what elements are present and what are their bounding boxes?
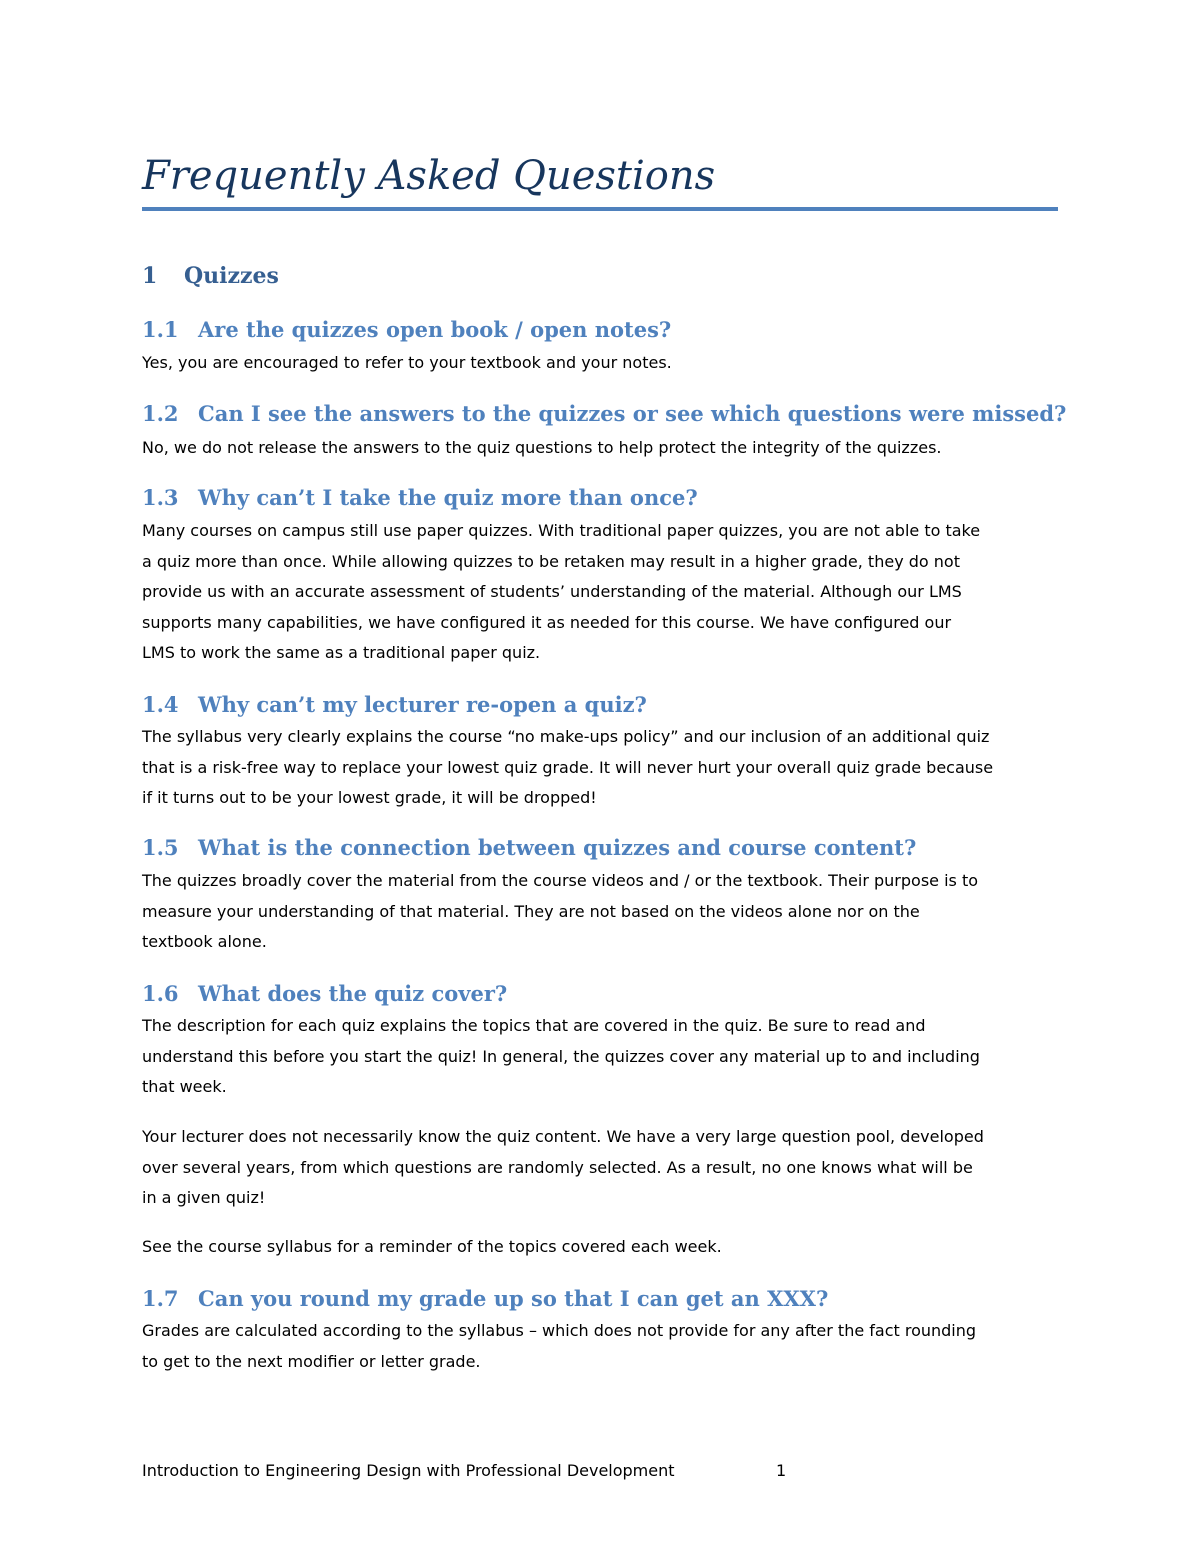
answer-1-1 xyxy=(142,348,1062,379)
answer-1-7 xyxy=(142,1316,1062,1377)
question-heading-1-7 xyxy=(142,1284,828,1314)
answer-1-3 xyxy=(142,516,1062,669)
answer-line: measure your understanding of that material. They are not based on the videos alone nor on the xyxy=(142,901,920,921)
question-heading-1-3 xyxy=(142,483,698,513)
answer-line: LMS to work the same as a traditional paper quiz. xyxy=(142,643,541,662)
section-title: Quizzes xyxy=(184,263,279,289)
answer-line: if it turns out to be your lowest grade, it will be dropped! xyxy=(142,788,597,807)
answer-line: that week. xyxy=(142,1077,227,1096)
answer-line: understand this before you start the quiz! In general, the quizzes cover any material up to and including xyxy=(142,1046,980,1066)
question-text: Can I see the answers to the quizzes or see which questions were missed? xyxy=(198,401,1067,426)
answer-line: The syllabus very clearly explains the course “no make-ups policy” and our inclusion of an additional quiz xyxy=(142,727,990,746)
question-heading-1-5 xyxy=(142,833,916,863)
answer-1-6-paragraph-2 xyxy=(142,1122,1062,1214)
answer-1-6-paragraph-3 xyxy=(142,1232,1062,1263)
question-heading-1-1 xyxy=(142,315,671,345)
answer-line: textbook alone. xyxy=(142,932,267,951)
title-underline xyxy=(142,207,1058,211)
answer-line: supports many capabilities, we have configured it as needed for this course. We have configured our xyxy=(142,612,952,632)
answer-line: that is a risk-free way to replace your lowest quiz grade. It will never hurt your overall quiz grade because xyxy=(142,757,994,777)
question-heading-1-2 xyxy=(142,399,1066,429)
answer-line: Grades are calculated according to the syllabus – which does not provide for any after the fact rounding xyxy=(142,1321,977,1340)
answer-line: Many courses on campus still use paper quizzes. With traditional paper quizzes, you are not able to take xyxy=(142,521,981,540)
answer-line: See the course syllabus for a reminder of the topics covered each week. xyxy=(142,1237,722,1256)
question-text: Can you round my grade up so that I can get an XXX? xyxy=(198,1286,829,1311)
section-number: 1 xyxy=(142,263,158,289)
question-text: What does the quiz cover? xyxy=(198,981,508,1006)
question-text: Why can’t my lecturer re-open a quiz? xyxy=(198,692,647,717)
question-number: 1.2 xyxy=(142,401,179,426)
question-number: 1.3 xyxy=(142,485,179,510)
answer-line: Yes, you are encouraged to refer to your textbook and your notes. xyxy=(142,353,672,372)
question-text: Are the quizzes open book / open notes? xyxy=(198,317,672,342)
question-number: 1.4 xyxy=(142,692,179,717)
answer-line: The description for each quiz explains the topics that are covered in the quiz. Be sure to read and xyxy=(142,1016,926,1035)
question-number: 1.5 xyxy=(142,835,179,860)
section-heading-quizzes xyxy=(142,259,279,293)
answer-1-5 xyxy=(142,866,1062,958)
answer-line: The quizzes broadly cover the material from the course videos and / or the textbook. Their purpose is to xyxy=(142,871,979,890)
answer-line: to get to the next modifier or letter grade. xyxy=(142,1351,481,1371)
answer-line: Your lecturer does not necessarily know the quiz content. We have a very large question pool, developed xyxy=(142,1127,984,1146)
question-number: 1.7 xyxy=(142,1286,179,1311)
answer-line: over several years, from which questions are randomly selected. As a result, no one knows what will be xyxy=(142,1157,973,1177)
question-number: 1.1 xyxy=(142,317,179,342)
answer-line: No, we do not release the answers to the quiz questions to help protect the integrity of the quizzes. xyxy=(142,438,942,457)
page-title: Frequently Asked Questions xyxy=(142,153,716,199)
answer-1-2 xyxy=(142,433,1062,464)
question-number: 1.6 xyxy=(142,981,179,1006)
answer-1-4 xyxy=(142,722,1062,814)
page-number: 1 xyxy=(776,1461,787,1480)
question-text: What is the connection between quizzes and course content? xyxy=(198,835,917,860)
answer-1-6 xyxy=(142,1011,1062,1103)
question-text: Why can’t I take the quiz more than once? xyxy=(198,485,698,510)
answer-line: provide us with an accurate assessment of students’ understanding of the material. Although our LMS xyxy=(142,582,962,601)
answer-line: a quiz more than once. While allowing quizzes to be retaken may result in a higher grade, they do not xyxy=(142,551,960,571)
footer-text: Introduction to Engineering Design with Professional Development xyxy=(142,1461,675,1480)
answer-line: in a given quiz! xyxy=(142,1188,266,1207)
question-heading-1-4 xyxy=(142,690,647,720)
question-heading-1-6 xyxy=(142,979,507,1009)
